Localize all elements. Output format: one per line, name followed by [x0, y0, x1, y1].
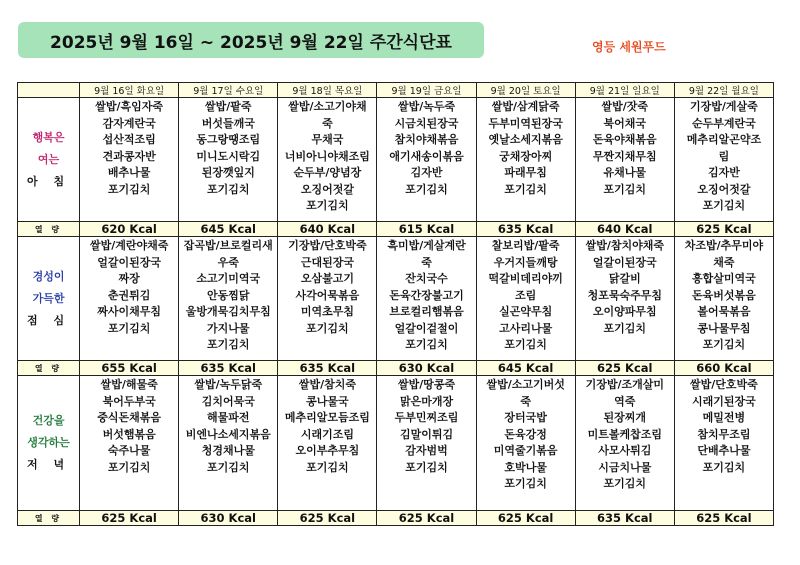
- menu-item: 울방개묵김치무침: [185, 305, 271, 318]
- lunch-label: [18, 237, 80, 361]
- menu-item: 차조밥/추무미야: [684, 239, 764, 252]
- menu-cell: [80, 376, 179, 511]
- calorie-value: 635 Kcal: [278, 361, 377, 376]
- menu-cell: [278, 376, 377, 511]
- menu-item: 오이부추무침: [295, 444, 360, 457]
- calorie-value: 620 Kcal: [80, 222, 179, 237]
- day-header: 9월 22일 월요일: [674, 83, 773, 98]
- menu-item: 얼갈이된장국: [97, 255, 162, 269]
- menu-item: 오징어젓갈: [697, 182, 751, 196]
- menu-item: 채죽: [713, 255, 735, 269]
- menu-item: 장터국밥: [504, 411, 547, 424]
- menu-cell: [179, 376, 278, 511]
- menu-item: 유채나물: [603, 166, 647, 179]
- menu-item: 브로컬리햄볶음: [389, 305, 464, 318]
- menu-item: 쌀밥/삼계닭죽: [491, 100, 560, 113]
- menu-item: 포기김치: [107, 182, 151, 196]
- menu-item: 청경채나물: [201, 444, 255, 457]
- menu-item: 찰보리밥/팥죽: [491, 239, 560, 252]
- page-title: 2025년 9월 16일 ~ 2025년 9월 22일 주간식단표: [18, 22, 484, 58]
- menu-item: 포기김치: [306, 199, 349, 212]
- menu-cell: [80, 98, 179, 222]
- menu-item: 쌀밥/참치죽: [298, 378, 356, 391]
- meal-label-line: 여는: [37, 152, 60, 166]
- menu-cell: [377, 376, 476, 511]
- calorie-value: 655 Kcal: [80, 361, 179, 376]
- calorie-value: 630 Kcal: [377, 361, 476, 376]
- menu-cell: [476, 237, 575, 361]
- menu-item: 포기김치: [603, 321, 647, 335]
- menu-item: 메추리알모듬조림: [284, 411, 370, 424]
- calorie-value: 640 Kcal: [278, 222, 377, 237]
- menu-item: 감자계란국: [102, 116, 156, 130]
- calorie-label: 열 량: [18, 361, 80, 376]
- menu-item: 죽: [322, 116, 333, 130]
- menu-item: 흥합살미역국: [692, 272, 756, 285]
- menu-item: 죽: [421, 255, 432, 269]
- menu-item: 흑미밥/게살계란: [387, 239, 466, 252]
- menu-item: 역죽: [614, 394, 636, 408]
- menu-item: 해물파전: [207, 411, 250, 424]
- menu-item: 포기김치: [702, 338, 746, 351]
- weekly-menu-table: [17, 82, 774, 526]
- menu-item: 김자반: [410, 166, 443, 179]
- menu-item: 포기김치: [107, 460, 151, 474]
- calorie-value: 625 Kcal: [80, 511, 179, 526]
- menu-item: 춘권튀김: [107, 288, 151, 302]
- lunch-row: [18, 237, 774, 361]
- menu-item: 메밀전병: [702, 411, 746, 424]
- dinner-label: [18, 376, 80, 511]
- menu-item: 얼갈이겉절이: [394, 321, 459, 335]
- menu-item: 파래무침: [504, 166, 547, 179]
- day-header-row: [18, 83, 774, 98]
- meal-label-line: 건강을: [32, 414, 65, 427]
- menu-item: 포기김치: [702, 460, 746, 474]
- menu-item: 비엔나소세지볶음: [185, 427, 271, 441]
- menu-item: 버섯햄볶음: [102, 427, 156, 441]
- day-header: 9월 20일 토요일: [476, 83, 575, 98]
- menu-item: 우거지들깨탕: [493, 255, 558, 269]
- menu-item: 기장밥/게살죽: [690, 100, 758, 113]
- dinner-row: [18, 376, 774, 511]
- calorie-value: 640 Kcal: [575, 222, 674, 237]
- menu-item: 돈육버섯볶음: [692, 288, 756, 302]
- menu-item: 순두부계란국: [692, 116, 756, 130]
- calorie-value: 625 Kcal: [278, 511, 377, 526]
- menu-item: 떡갈비데리야끼: [488, 272, 563, 285]
- menu-item: 쌀밥/단호박죽: [690, 378, 758, 391]
- menu-item: 배추나물: [107, 166, 151, 179]
- menu-item: 쌀밥/잣죽: [601, 100, 649, 113]
- dinner-calorie-row: [18, 511, 774, 526]
- menu-item: 돈육간장불고기: [389, 288, 464, 302]
- menu-item: 동그랑땡조림: [196, 133, 261, 146]
- menu-item: 포기김치: [306, 321, 349, 335]
- menu-item: 기장밥/단호박죽: [288, 239, 367, 252]
- menu-item: 죽: [520, 394, 531, 408]
- menu-item: 포기김치: [405, 338, 448, 351]
- menu-item: 포기김치: [107, 321, 151, 335]
- menu-item: 쌀밥/땅콩죽: [397, 378, 456, 391]
- menu-item: 쌀밥/팥죽: [205, 100, 252, 113]
- meal-label-main: 점 심: [26, 313, 71, 327]
- menu-item: 무채국: [311, 133, 344, 146]
- menu-item: 오삼불고기: [300, 272, 354, 285]
- menu-item: 쌀밥/흑임자죽: [95, 100, 164, 113]
- menu-item: 포기김치: [405, 182, 448, 196]
- menu-item: 감자범벅: [405, 444, 448, 457]
- menu-item: 참치무조림: [697, 427, 751, 441]
- menu-item: 애기새송이볶음: [389, 149, 464, 163]
- calorie-value: 625 Kcal: [674, 222, 773, 237]
- menu-item: 쌀밥/해물죽: [100, 378, 158, 391]
- menu-item: 포기김치: [504, 338, 547, 351]
- menu-item: 시금치나물: [598, 460, 652, 474]
- menu-item: 볼어묵볶음: [697, 305, 751, 318]
- menu-item: 옛날소세지볶음: [488, 133, 563, 146]
- menu-item: 시래기조림: [300, 427, 354, 441]
- menu-cell: [575, 237, 674, 361]
- menu-cell: [476, 376, 575, 511]
- menu-cell: [278, 98, 377, 222]
- menu-item: 얼갈이된장국: [592, 255, 657, 269]
- calorie-value: 635 Kcal: [476, 222, 575, 237]
- calorie-value: 615 Kcal: [377, 222, 476, 237]
- calorie-value: 625 Kcal: [377, 511, 476, 526]
- meal-label-line: 경성이: [32, 269, 65, 283]
- menu-item: 포기김치: [207, 338, 250, 351]
- menu-item: 미역줄기볶음: [493, 444, 558, 457]
- menu-item: 궁채장아찌: [499, 149, 553, 163]
- lunch-calorie-row: [18, 361, 774, 376]
- menu-item: 콩나물국: [306, 394, 349, 408]
- breakfast-calorie-row: [18, 222, 774, 237]
- menu-cell: [377, 237, 476, 361]
- menu-item: 돈육야채볶음: [592, 133, 657, 146]
- menu-cell: [674, 98, 773, 222]
- menu-item: 단배추나물: [697, 444, 751, 457]
- menu-cell: [179, 98, 278, 222]
- menu-item: 가지나물: [207, 321, 250, 335]
- menu-cell: [575, 98, 674, 222]
- breakfast-label: [18, 98, 80, 222]
- menu-item: 포기김치: [504, 182, 547, 196]
- menu-item: 포기김치: [702, 199, 746, 212]
- menu-item: 미역초무침: [300, 305, 354, 318]
- menu-item: 사모사튀김: [598, 444, 652, 457]
- menu-cell: [575, 376, 674, 511]
- menu-item: 두부민찌조림: [394, 411, 459, 424]
- calorie-value: 625 Kcal: [674, 511, 773, 526]
- menu-item: 닭갈비: [608, 272, 641, 285]
- calorie-value: 635 Kcal: [179, 361, 278, 376]
- menu-item: 포기김치: [207, 460, 250, 474]
- menu-item: 사각어묵볶음: [295, 288, 360, 302]
- menu-item: 너비아니야채조림: [284, 149, 370, 163]
- menu-item: 견과콩자반: [102, 149, 156, 163]
- menu-item: 두부미역된장국: [488, 116, 563, 130]
- menu-cell: [674, 376, 773, 511]
- menu-item: 섭산적조림: [102, 133, 156, 146]
- menu-item: 중식돈채볶음: [97, 411, 162, 424]
- menu-item: 포기김치: [603, 477, 647, 490]
- menu-item: 림: [718, 149, 730, 163]
- menu-item: 쌀밥/소고기야채: [288, 100, 367, 113]
- menu-item: 북어채국: [603, 116, 647, 130]
- calorie-value: 625 Kcal: [476, 511, 575, 526]
- menu-item: 쌀밥/녹두닭죽: [194, 378, 263, 391]
- menu-item: 북어두부국: [102, 394, 156, 408]
- meal-label-main: 아 침: [26, 174, 71, 188]
- day-header: 9월 16일 화요일: [80, 83, 179, 98]
- menu-item: 잔치국수: [405, 272, 448, 285]
- menu-item: 김말이튀김: [399, 427, 454, 441]
- menu-cell: [674, 237, 773, 361]
- calorie-label: 열 량: [18, 222, 80, 237]
- menu-item: 버섯들깨국: [201, 116, 255, 130]
- meal-label-line: 생각하는: [27, 436, 70, 449]
- menu-item: 청포묵숙주무침: [587, 288, 662, 302]
- menu-cell: [377, 98, 476, 222]
- menu-cell: [179, 237, 278, 361]
- menu-item: 김치어묵국: [201, 394, 255, 408]
- menu-item: 안동찜닭: [207, 288, 250, 302]
- menu-cell: [476, 98, 575, 222]
- menu-item: 순두부/양념장: [293, 166, 362, 179]
- menu-item: 돈육강정: [504, 427, 547, 441]
- menu-item: 참치야채볶음: [394, 133, 459, 146]
- menu-item: 시래기된장국: [692, 394, 756, 408]
- calorie-value: 635 Kcal: [575, 511, 674, 526]
- menu-item: 김자반: [707, 166, 740, 179]
- calorie-value: 625 Kcal: [575, 361, 674, 376]
- menu-item: 포기김치: [603, 182, 647, 196]
- calorie-value: 645 Kcal: [476, 361, 575, 376]
- menu-item: 포기김치: [207, 182, 250, 196]
- menu-item: 쌀밥/계란야채죽: [89, 239, 169, 252]
- day-header: 9월 17일 수요일: [179, 83, 278, 98]
- menu-item: 소고기미역국: [196, 272, 261, 285]
- calorie-label: 열 량: [18, 511, 80, 526]
- meal-label-line: 행복은: [32, 130, 65, 144]
- menu-item: 우죽: [217, 255, 239, 269]
- menu-item: 미니도시락김: [196, 149, 261, 163]
- menu-item: 실곤약무침: [499, 305, 553, 318]
- menu-item: 콩나물무침: [697, 321, 751, 335]
- menu-item: 짜사이채무침: [97, 305, 162, 318]
- calorie-value: 630 Kcal: [179, 511, 278, 526]
- menu-item: 된장찌개: [603, 411, 647, 424]
- menu-item: 기장밥/조개살미: [585, 378, 664, 391]
- day-header: 9월 21일 일요일: [575, 83, 674, 98]
- menu-item: 쌀밥/소고기버섯: [486, 378, 565, 391]
- menu-item: 포기김치: [504, 477, 547, 490]
- menu-item: 호박나물: [504, 460, 547, 474]
- menu-item: 숙주나물: [107, 444, 151, 457]
- menu-item: 시금치된장국: [394, 116, 459, 130]
- menu-item: 맑은마개장: [399, 394, 454, 408]
- menu-item: 조림: [515, 288, 537, 302]
- menu-item: 쌀밥/녹두죽: [397, 100, 456, 113]
- menu-item: 고사리나물: [499, 321, 553, 335]
- menu-item: 쌀밥/참치야채죽: [585, 239, 664, 252]
- calorie-value: 660 Kcal: [674, 361, 773, 376]
- calorie-value: 645 Kcal: [179, 222, 278, 237]
- breakfast-row: [18, 98, 774, 222]
- menu-item: 포기김치: [405, 460, 448, 474]
- header-corner: [18, 83, 80, 98]
- menu-cell: [278, 237, 377, 361]
- meal-label-main: 저 녁: [26, 458, 71, 471]
- menu-item: 포기김치: [306, 460, 349, 474]
- menu-cell: [80, 237, 179, 361]
- menu-item: 오징어젓갈: [300, 182, 354, 196]
- day-header: 9월 19일 금요일: [377, 83, 476, 98]
- menu-item: 잡곡밥/브로컬리새: [183, 239, 273, 252]
- meal-label-line: 가득한: [32, 291, 65, 305]
- menu-item: 된장깻잎지: [201, 166, 255, 179]
- menu-item: 무짠지채무침: [592, 149, 657, 163]
- menu-item: 오이양파무침: [592, 305, 657, 318]
- menu-item: 근대된장국: [300, 255, 354, 269]
- menu-item: 짜장: [118, 272, 140, 285]
- menu-item: 메추리알곤약조: [686, 133, 762, 146]
- day-header: 9월 18일 목요일: [278, 83, 377, 98]
- brand-name: 영등 세원푸드: [592, 40, 666, 54]
- menu-item: 미트볼케찹조림: [587, 427, 662, 441]
